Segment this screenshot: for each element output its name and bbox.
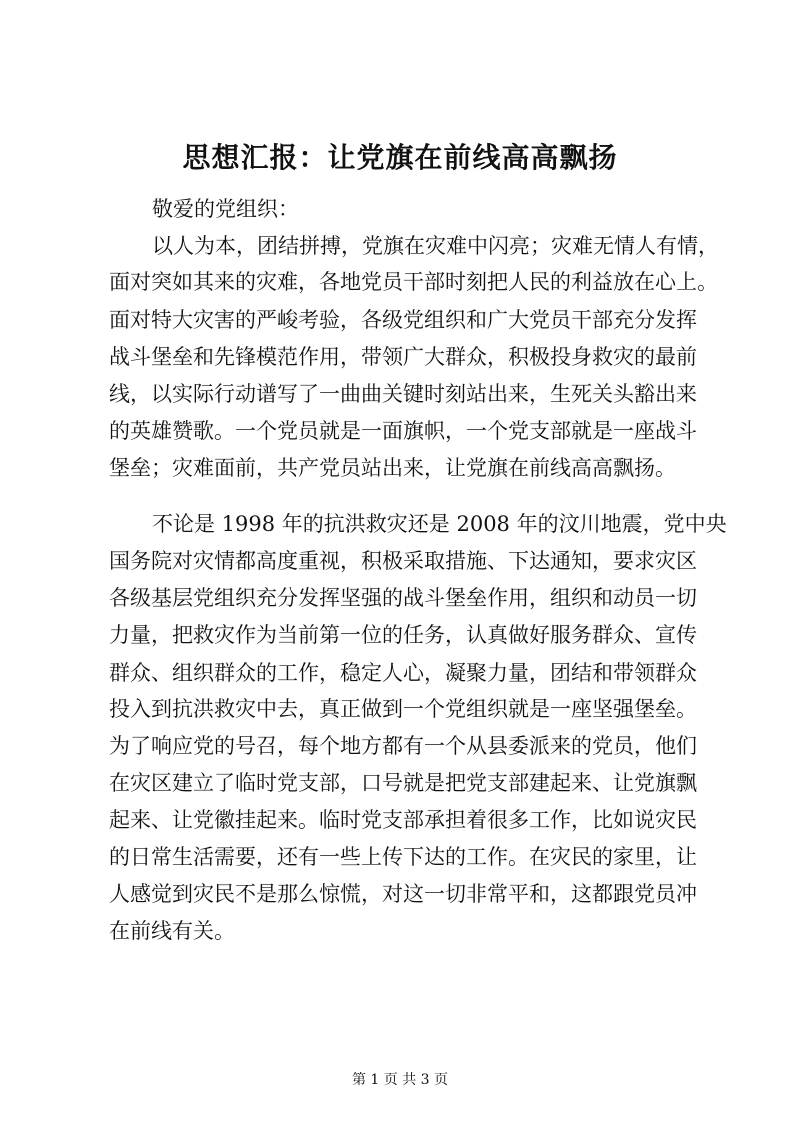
paragraph-2-line-12: 在前线有关。 bbox=[109, 919, 235, 943]
paragraph-2-line-7: 为了响应党的号召，每个地方都有一个从县委派来的党员，他们 bbox=[109, 734, 697, 758]
paragraph-2-line-9: 起来、让党徽挂起来。临时党支部承担着很多工作，比如说灾民 bbox=[109, 808, 697, 832]
paragraph-2-line-10: 的日常生活需要，还有一些上传下达的工作。在灾民的家里，让 bbox=[109, 845, 697, 869]
paragraph-1-line-3: 面对特大灾害的严峻考验，各级党组织和广大党员干部充分发挥 bbox=[109, 308, 697, 332]
paragraph-1-line-1: 以人为本，团结拼搏，党旗在灾难中闪亮；灾难无情人有情， bbox=[152, 234, 719, 258]
page-footer: 第 1 页 共 3 页 bbox=[351, 1072, 449, 1088]
paragraph-2-line-8: 在灾区建立了临时党支部，口号就是把党支部建起来、让党旗飘 bbox=[109, 771, 697, 795]
salutation-line: 敬爱的党组织： bbox=[152, 197, 299, 221]
paragraph-2-line-4: 力量，把救灾作为当前第一位的任务，认真做好服务群众、宣传 bbox=[109, 623, 697, 647]
paragraph-2-line-1: 不论是 1998 年的抗洪救灾还是 2008 年的汶川地震，党中央 bbox=[152, 512, 727, 536]
paragraph-1-line-5: 线，以实际行动谱写了一曲曲关键时刻站出来，生死关头豁出来 bbox=[109, 382, 697, 406]
paragraph-2-line-2: 国务院对灾情都高度重视，积极采取措施、下达通知，要求灾区 bbox=[109, 549, 697, 573]
paragraph-1-line-4: 战斗堡垒和先锋模范作用，带领广大群众，积极投身救灾的最前 bbox=[109, 345, 697, 369]
paragraph-2-line-5: 群众、组织群众的工作，稳定人心，凝聚力量，团结和带领群众 bbox=[109, 661, 697, 685]
document-title: 思想汇报：让党旗在前线高高飘扬 bbox=[182, 141, 618, 174]
paragraph-2-line-6: 投入到抗洪救灾中去，真正做到一个党组织就是一座坚强堡垒。 bbox=[109, 697, 697, 721]
paragraph-1-line-2: 面对突如其来的灾难，各地党员干部时刻把人民的利益放在心上。 bbox=[109, 270, 718, 294]
paragraph-1-line-6: 的英雄赞歌。一个党员就是一面旗帜，一个党支部就是一座战斗 bbox=[109, 419, 697, 443]
paragraph-2-line-3: 各级基层党组织充分发挥坚强的战斗堡垒作用，组织和动员一切 bbox=[109, 586, 697, 610]
paragraph-2-line-11: 人感觉到灾民不是那么惊慌，对这一切非常平和，这都跟党员冲 bbox=[109, 882, 697, 906]
paragraph-1-line-7: 堡垒；灾难面前，共产党员站出来，让党旗在前线高高飘扬。 bbox=[109, 456, 676, 480]
